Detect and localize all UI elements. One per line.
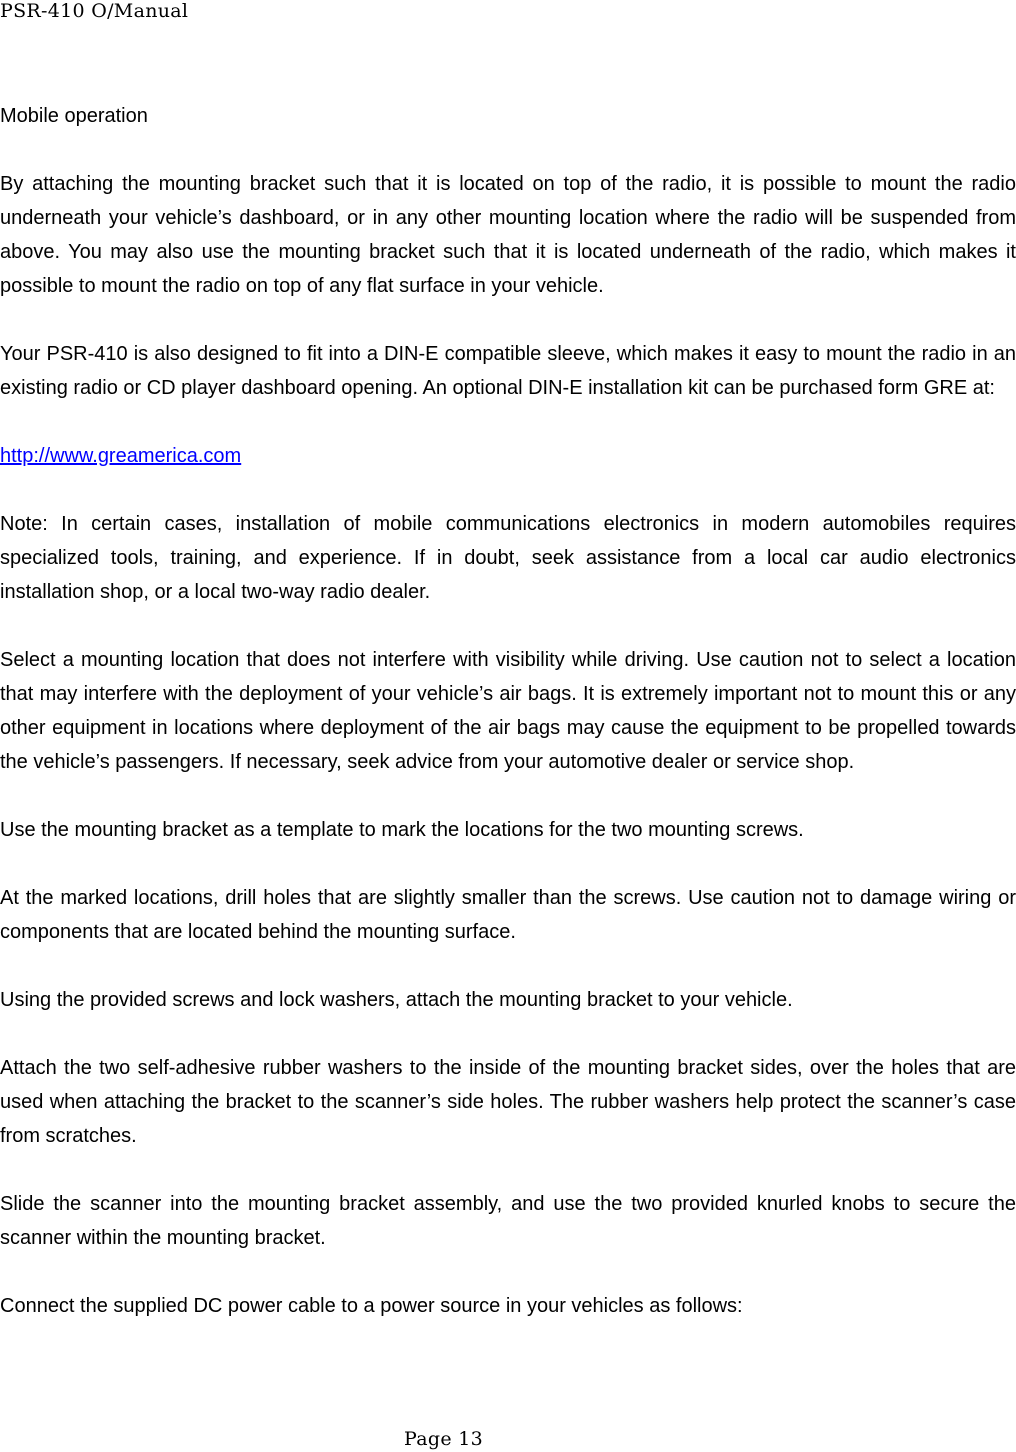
paragraph-mounting-location: Select a mounting location that does not interfere with visibility while driving. Use caution not to select a location that may interfere with the deployment of your vehicle’s air bags. It is extremely important not to mount this or any other equipment in locations where deployment of the air bags may cause the equipment to be propelled towards the vehicle’s passengers. If necessary, seek advice from your automotive dealer or service shop. (0, 649, 1016, 773)
section-heading: Mobile operation (0, 105, 148, 127)
paragraph-drill-holes: At the marked locations, drill holes that are slightly smaller than the screws. Use caution not to damage wiring or components that are located behind the mounting surface. (0, 887, 1016, 943)
paragraph-screws: Using the provided screws and lock washers, attach the mounting bracket to your vehicle. (0, 989, 793, 1011)
page-header-title: PSR-410 O/Manual (0, 0, 189, 22)
paragraph-slide-scanner: Slide the scanner into the mounting bracket assembly, and use the two provided knurled knobs to secure the scanner within the mounting bracket. (0, 1193, 1016, 1249)
paragraph-mounting-bracket: By attaching the mounting bracket such that it is located on top of the radio, it is possible to mount the radio underneath your vehicle’s dashboard, or in any other mounting location where the radio will be suspended from above. You may also use the mounting bracket such that it is located underneath of the radio, which makes it possible to mount the radio on top of any flat surface in your vehicle. (0, 173, 1016, 297)
paragraph-din-e-sleeve: Your PSR-410 is also designed to fit into a DIN-E compatible sleeve, which makes it easy to mount the radio in an existing radio or CD player dashboard opening. An optional DIN-E installation kit can be purchased form GRE at: (0, 343, 1016, 399)
paragraph-dc-power: Connect the supplied DC power cable to a power source in your vehicles as follows: (0, 1295, 743, 1317)
document-body (0, 99, 1016, 1323)
paragraph-rubber-washers: Attach the two self-adhesive rubber washers to the inside of the mounting bracket sides, over the holes that are used when attaching the bracket to the scanner’s side holes. The rubber washers help protect the scanner’s case from scratches. (0, 1057, 1016, 1147)
paragraph-template: Use the mounting bracket as a template to mark the locations for the two mounting screws. (0, 819, 804, 841)
link-paragraph (0, 439, 1016, 473)
gre-website-link[interactable]: http://www.greamerica.com (0, 445, 242, 467)
paragraph-note: Note: In certain cases, installation of mobile communications electronics in modern automobiles requires specialized tools, training, and experience. If in doubt, seek assistance from a local car audio electronics installation shop, or a local two-way radio dealer. (0, 513, 1016, 603)
page-number: Page 13 (404, 1428, 483, 1450)
